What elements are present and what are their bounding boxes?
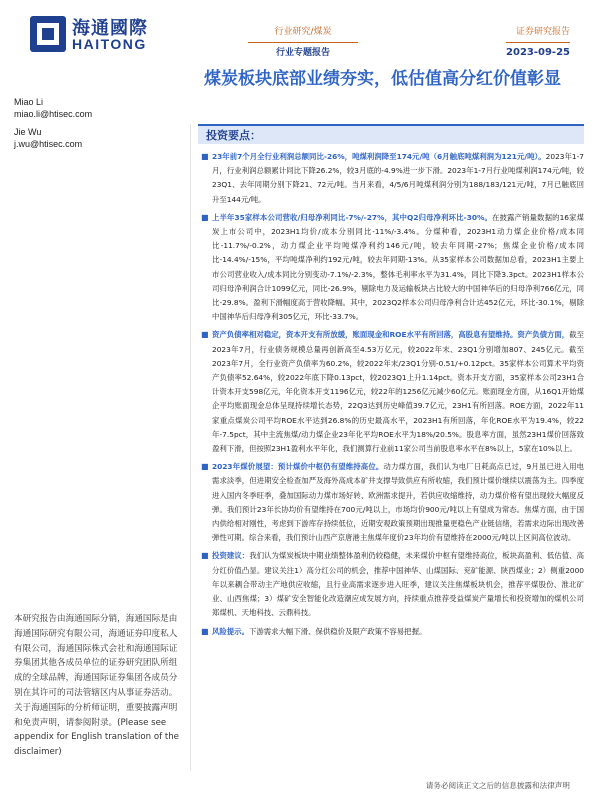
report-type: 行业专题报告 xyxy=(275,48,330,58)
footer-notice: 请务必阅读正文之后的信息披露和法律声明 xyxy=(425,781,570,790)
key-point-text: 截至2023年7月，行业债务规模总量再创新高至4.53万亿元，较2022年末、23Q1分别增加807、245亿元。截至2023年7月，全行业资产负债率为60.2%，较2022年末/23Q1分别-0.51/+0.12pct。35家样本公司算术平均资产负债率52.64%，较2022年底下降0.13pct，较2023Q1上升1.14pct。资本开支方面，35家样本公司23H1合计资本开支598亿元，年化资本开支1196亿元，较22年的1256亿元减少60亿元。账面现金方面，从16Q1开始煤企平均账面现金总体呈现持续增长态势，22Q3达到历史峰值39.7亿元，23H1有所回落。ROE方面，2022年11家重点煤炭公司平均ROE水平达到26.8%的历史最高水平，2023H1有所回落，年化ROE水平为19.4%，较22年-7.5pct，其中主流焦煤/动力煤企业23年化平均ROE水平为18%/20.5%。股息率方面，虽然23H1煤价回落致盈利下滑，但按照23H1盈利水平年化，我们测算行业前11家公司当前股息率水平在8%以上，5家在10%以上。 xyxy=(212,330,584,454)
key-point-text: 在披露产销量数据的16家煤炭上市公司中，2023H1均价/成本分别同比-11%/-3.4%。分煤种看，2023H1动力煤企业价格/成本同比-11.7%/-0.2%，动力煤企业平均吨煤净利约146元/吨，较去年同期-27%；焦煤企业价格/成本同比-14.4%/-15%，平均吨煤净利约192元/吨，较去年同期-13%。从35家样本公司数据加总看，2023H1主要上市公司营业收入/成本同比分别变动-7.1%/-2.3%，整体毛利率水平为31.4%，同比下降3.3pct。2023H1样本公司归母净利润合计1099亿元，同比-26.9%，剔除电力及运输板块占比较大的中国神华后的归母净利766亿元，同比-29.8%。盈利下滑幅度高于营收降幅。其中，2023Q2样本公司归母净利合计达452亿元，环比-30.1%，剔除中国神华后归母净利305亿元，环比-33.7%。 xyxy=(212,212,584,322)
key-point-paragraph xyxy=(198,211,584,325)
report-label: 证券研究报告 xyxy=(515,27,570,37)
author-2 xyxy=(14,126,82,150)
report-date: 2023-09-25 xyxy=(506,42,570,63)
author-1 xyxy=(14,96,92,120)
key-points-title: 投资要点： xyxy=(206,129,261,142)
key-point-paragraph xyxy=(198,150,584,207)
bullet-icon: ■ xyxy=(201,626,209,636)
key-point-text: 2023年1-7月，行业利润总额累计同比下降26.2%，较3月底的-4.9%进一步下滑。2023年1-7月行业吨煤利润174元/吨，较23Q1、去年同期分别下降21、72元/吨。当月来看，4/5/6月吨煤利润分别为188/183/121元/吨，7月已触底回升至144元/吨。 xyxy=(212,152,584,204)
report-category: 行业研究/煤炭 xyxy=(248,22,358,43)
key-point-text: 动力煤方面，我们认为电厂日耗高点已过，9月虽已进入用电需求淡季，但进期安全检查加严及海外高成本矿井支撑导致供应有所收缩，我们预计煤价继续以震荡为主。四季度进入国内冬季旺季，叠加国际动力煤市场好转、欧洲需求提升，若供应收缩维持，动力煤价格有望出现较大幅度反弹。我们预计23年长协均价有望维持在700元/吨以上，市场均价900元/吨以上有望成为常态。焦煤方面，由于国内供给相对刚性，考虑到下游库存持续低位，近期安观政策预期出现推量更稳色产业链信绪，若需求边际出现改善弹性可期。综合来看，我们预计山西产京唐港主焦煤年度价23年均价有望维持在2000元/吨以上区间高位波动。 xyxy=(212,462,584,543)
bullet-icon: ■ xyxy=(201,330,209,340)
key-point-highlight: 资产负债率相对稳定，资本开支有所放缓，账面现金和ROE水平有所回落，高股息有望维持。资产负债方面， xyxy=(212,330,570,340)
key-points-body xyxy=(198,150,584,643)
author-email-link[interactable]: miao.li@htisec.com xyxy=(14,109,93,119)
bullet-icon: ■ xyxy=(201,212,209,222)
bullet-icon: ■ xyxy=(201,152,209,161)
haitong-logo xyxy=(28,14,148,56)
bullet-icon: ■ xyxy=(201,551,209,561)
key-point-text: 下游需求大幅下滑、保供稳价及限产政策不容易把握。 xyxy=(248,626,427,636)
report-category-block xyxy=(248,22,358,63)
key-point-highlight: 投资建议： xyxy=(212,551,250,561)
key-point-paragraph xyxy=(198,549,584,620)
key-point-paragraph xyxy=(198,625,584,639)
key-point-highlight: 2023年煤价展望：预计煤价中枢仍有望维持高位。 xyxy=(212,462,384,472)
report-title: 煤炭板块底部业绩夯实，低估值高分红价值彰显 xyxy=(204,69,561,89)
author-name: Miao Li xyxy=(14,97,44,107)
key-point-text: 我们认为煤炭板块中期业绩整体盈利仍较稳健，未来煤价中枢有望维持高位，板块高盈利、低估值、高分红价值凸显。建议关注1）高分红公司的机会，推荐中国神华、山煤国际、兖矿能源、陕西煤业；2）侧重2000年以来耦合带动主产地供应收缩，且行业高需求逐步进入旺季，建议关注焦煤板块机会，推荐平煤股份、淮北矿业、山西焦煤；3）煤矿安全智能化改造潮应成发展方向，持续重点推荐受益煤炭产量增长和投资增加的煤机公司郑煤机、天地科技、云鼎科技。 xyxy=(212,551,584,618)
key-point-highlight: 风险提示。 xyxy=(212,626,249,636)
disclaimer-text: 本研究报告由海通国际分销，海通国际是由海通国际研究有限公司，海通证券印度私人有限公司，海通国际株式会社和海通国际证券集团其他各成员单位的证券研究团队所组成的全球品牌，海通国际证券集团各成员分别在其许可的司法管辖区内从事证券活动。关于海通国际的分析师证明，重要披露声明和免责声明，请参阅附录。(Please see appendix for English translation of the disclaimer) xyxy=(14,614,179,758)
key-point-highlight: 23年前7个月全行业利润总额同比-26%，吨煤利润降至174元/吨（6月触底吨煤利润为121元/吨）。 xyxy=(212,152,546,161)
column-divider xyxy=(190,124,191,770)
logo-chinese-text: 海通國際 xyxy=(72,18,148,39)
report-meta-block xyxy=(506,22,570,63)
key-points-header xyxy=(198,124,584,144)
logo-english-text: HAITONG xyxy=(72,36,147,52)
key-point-paragraph xyxy=(198,460,584,545)
key-point-paragraph xyxy=(198,328,584,456)
haitong-logo-mark-icon xyxy=(28,14,68,54)
author-name: Jie Wu xyxy=(14,127,42,137)
bullet-icon: ■ xyxy=(201,462,209,472)
author-email-link[interactable]: j.wu@htisec.com xyxy=(14,139,83,149)
key-point-highlight: 上半年35家样本公司营收/归母净利同比-7%/-27%，其中Q2归母净利环比-30%。 xyxy=(212,212,493,222)
